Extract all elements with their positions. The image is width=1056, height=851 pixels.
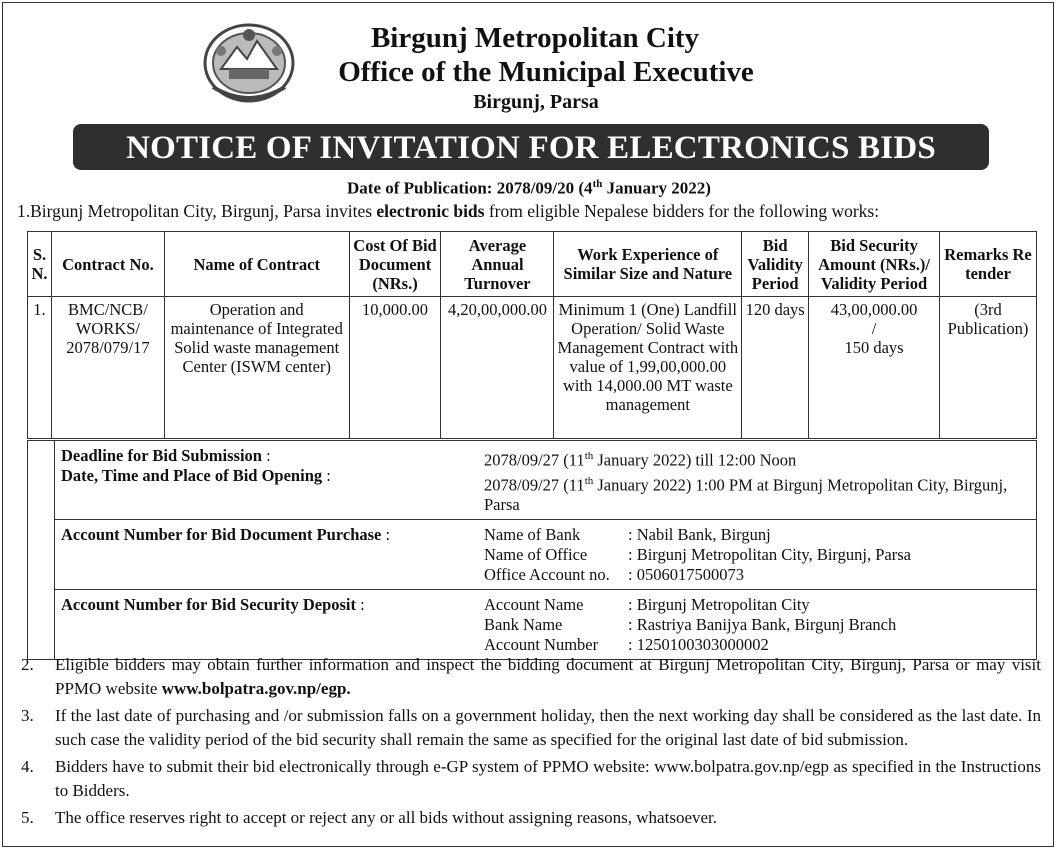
- purchase-label: Account Number for Bid Document Purchase :: [55, 520, 463, 590]
- deposit-row: [28, 590, 1037, 660]
- cell-security: [809, 297, 940, 439]
- info-table: [27, 440, 1037, 660]
- cell-sn: 1.: [28, 297, 52, 439]
- security-separator: /: [871, 319, 877, 338]
- deposit-label: Account Number for Bid Security Deposit :: [55, 590, 463, 660]
- security-amount: 43,00,000.00: [830, 300, 918, 319]
- header-remarks: Remarks Re tender: [939, 232, 1036, 297]
- notice-banner: NOTICE OF INVITATION FOR ELECTRONICS BIDS: [73, 124, 989, 170]
- bid-table: [27, 231, 1037, 439]
- cell-turnover: 4,20,00,000.00: [441, 297, 554, 439]
- header-name: Name of Contract: [164, 232, 349, 297]
- header-security: Bid Security Amount (NRs.)/ Validity Period: [809, 232, 940, 297]
- city-title: Birgunj Metropolitan City: [370, 22, 700, 54]
- header-validity: Bid Validity Period: [742, 232, 809, 297]
- cell-experience: Minimum 1 (One) Landfill Operation/ Solid Waste Management Contract with value of 1,99,00,000.00 with 14,000.00 MT waste management: [554, 297, 742, 439]
- header-contract-no: Contract No.: [51, 232, 164, 297]
- ppmo-link[interactable]: www.bolpatra.gov.np/egp.: [161, 679, 351, 698]
- note-item: 2. Eligible bidders may obtain further information and inspect the bidding document at Birgunj Metropolitan City, Birgunj, Parsa or may visit PPMO website www.bolpatra.gov.np/egp.: [21, 655, 1041, 698]
- note-item: 3. If the last date of purchasing and /or submission falls on a government holiday, then the next working day shall be considered as the last date. In such case the validity period of the bid security shall remain the same as specified for the original last date of bid submission.: [21, 706, 1041, 749]
- header-sn: S. N.: [28, 232, 52, 297]
- deadline-row: [28, 441, 1037, 520]
- notice-page: [2, 2, 1054, 847]
- header-cost: Cost Of Bid Document (NRs.): [349, 232, 441, 297]
- publication-date: Date of Publication: 2078/09/20 (4th January 2022): [347, 178, 711, 198]
- intro-text: 1.Birgunj Metropolitan City, Birgunj, Parsa invites electronic bids from eligible Nepalese bidders for the following works:: [17, 201, 880, 221]
- cell-contract-no: BMC/NCB/ WORKS/ 2078/079/17: [51, 297, 164, 439]
- table-row: [28, 297, 1037, 439]
- header-turnover: Average Annual Turnover: [441, 232, 554, 297]
- deposit-values: Account Name : Birgunj Metropolitan City Bank Name : Rastriya Banijya Bank, Birgunj Branch Account Number : 1250100303000002: [462, 590, 1037, 660]
- purchase-row: [28, 520, 1037, 590]
- purchase-values: Name of Bank : Nabil Bank, Birgunj Name of Office : Birgunj Metropolitan City, Birgunj, Parsa Office Account no. : 0506017500073: [462, 520, 1037, 590]
- blank-column: [28, 441, 55, 660]
- header-experience: Work Experience of Similar Size and Nature: [554, 232, 742, 297]
- cell-remarks: (3rd Publication): [939, 297, 1036, 439]
- office-title: Office of the Municipal Executive: [338, 56, 754, 88]
- table-header-row: [28, 232, 1037, 297]
- note-item: 4. Bidders have to submit their bid electronically through e-GP system of PPMO website: www.bolpatra.gov.np/egp as specified in the Instructions to Bidders.: [21, 757, 1041, 800]
- cell-validity: 120 days: [742, 297, 809, 439]
- header: [3, 3, 1053, 121]
- deadline-values: 2078/09/27 (11th January 2022) till 12:00 Noon 2078/09/27 (11th January 2022) 1:00 PM at Birgunj Metropolitan City, Birgunj, Parsa: [462, 441, 1037, 520]
- security-period: 150 days: [844, 338, 904, 357]
- cell-name: Operation and maintenance of Integrated Solid waste management Center (ISWM center): [164, 297, 349, 439]
- note-item: 5. The office reserves right to accept or reject any or all bids without assigning reasons, whatsoever.: [21, 808, 718, 827]
- location-subtitle: Birgunj, Parsa: [473, 91, 599, 113]
- notes-list: [21, 653, 1041, 833]
- deadline-labels: Deadline for Bid Submission : Date, Time and Place of Bid Opening :: [55, 441, 463, 520]
- cell-cost: 10,000.00: [349, 297, 441, 439]
